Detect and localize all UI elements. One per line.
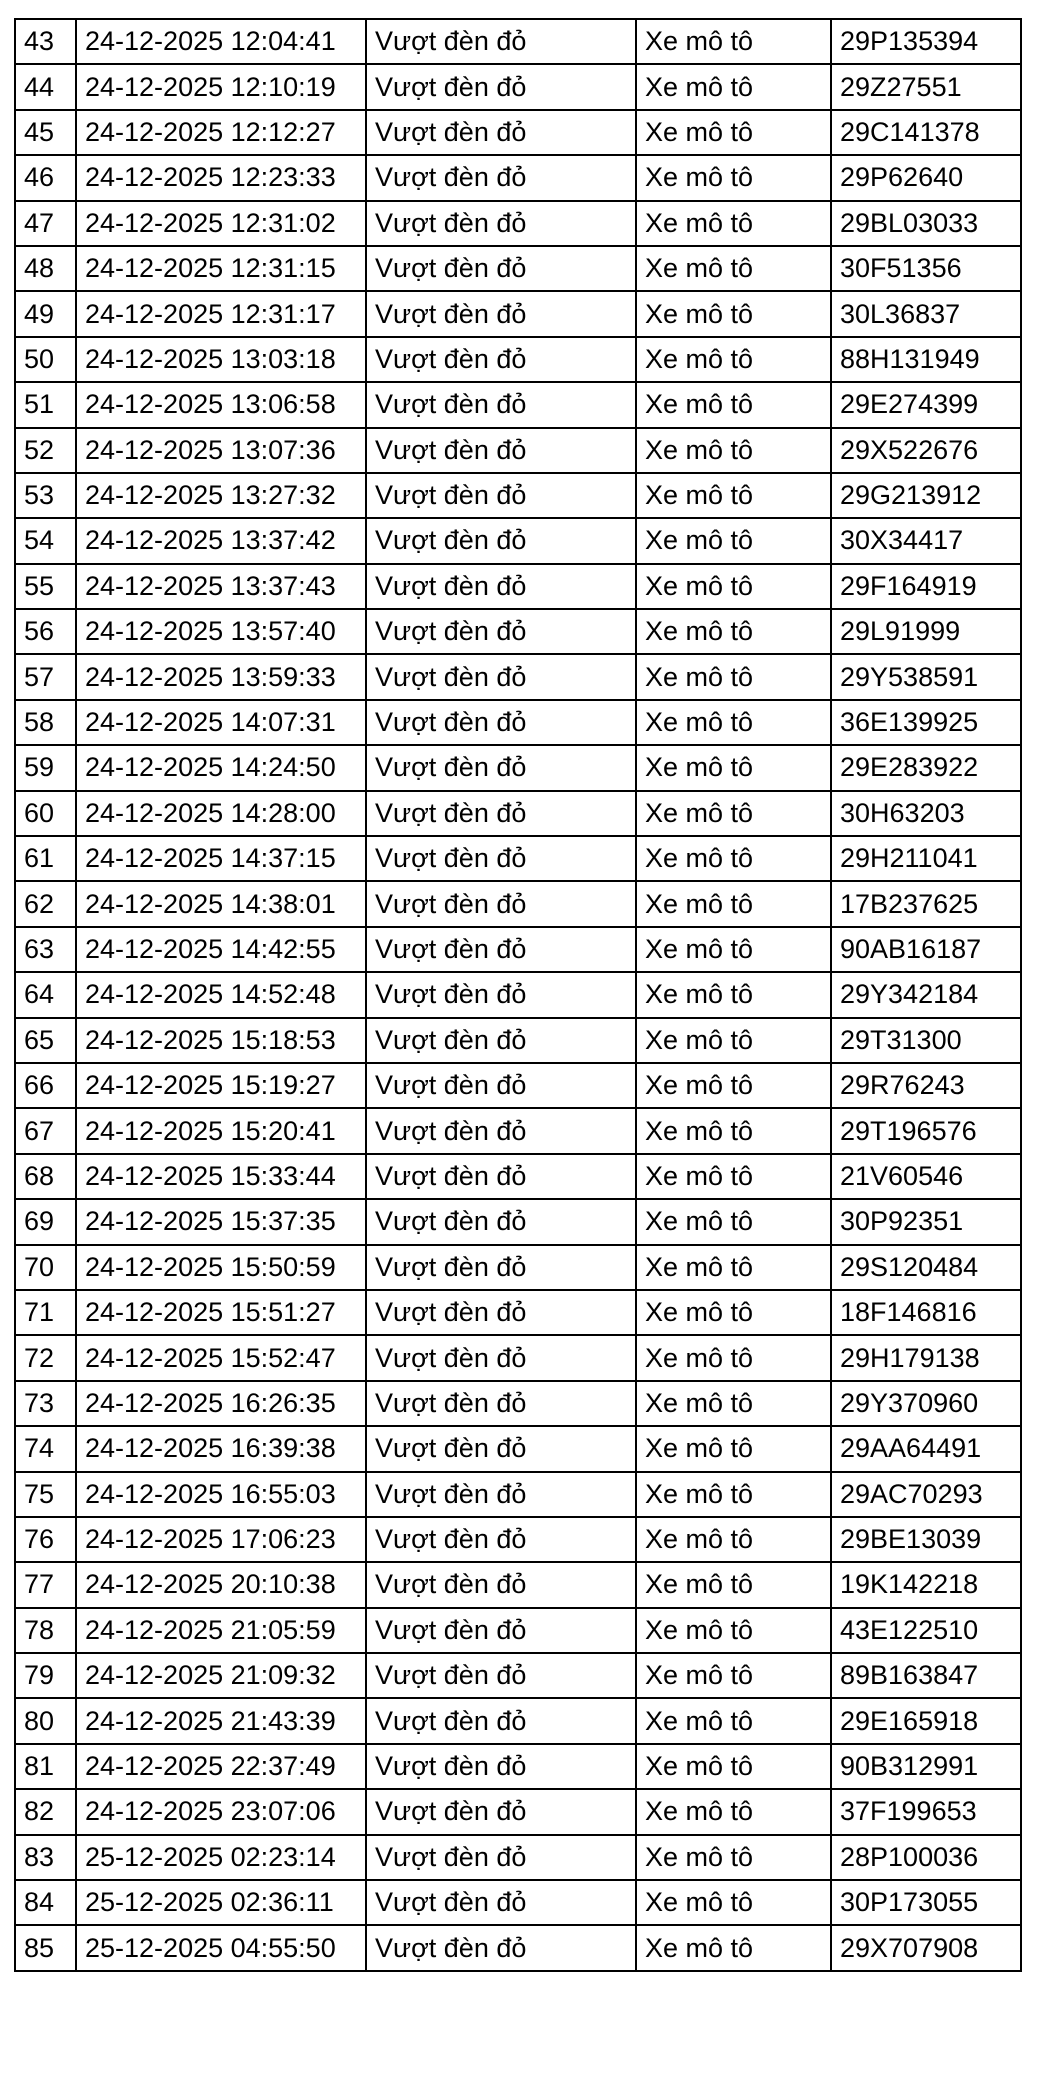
- violations-table: [14, 18, 1022, 1972]
- vehicle-type-cell: Xe mô tô: [636, 1472, 831, 1517]
- vehicle-type-cell: Xe mô tô: [636, 19, 831, 64]
- vehicle-type-cell: Xe mô tô: [636, 428, 831, 473]
- row-number-cell: 75: [15, 1472, 76, 1517]
- timestamp-cell: 24-12-2025 16:55:03: [76, 1472, 366, 1517]
- timestamp-cell: 24-12-2025 15:18:53: [76, 1018, 366, 1063]
- timestamp-cell: 24-12-2025 22:37:49: [76, 1744, 366, 1789]
- table-row: [15, 1562, 1021, 1607]
- table-row: [15, 1653, 1021, 1698]
- timestamp-cell: 24-12-2025 16:39:38: [76, 1426, 366, 1471]
- vehicle-type-cell: Xe mô tô: [636, 1517, 831, 1562]
- license-plate-cell: 90AB16187: [831, 927, 1021, 972]
- table-row: [15, 155, 1021, 200]
- timestamp-cell: 24-12-2025 21:09:32: [76, 1653, 366, 1698]
- table-row: [15, 927, 1021, 972]
- table-row: [15, 382, 1021, 427]
- violation-cell: Vượt đèn đỏ: [366, 1608, 636, 1653]
- timestamp-cell: 24-12-2025 12:04:41: [76, 19, 366, 64]
- license-plate-cell: 30H63203: [831, 791, 1021, 836]
- license-plate-cell: 17B237625: [831, 881, 1021, 926]
- timestamp-cell: 24-12-2025 21:43:39: [76, 1698, 366, 1743]
- violation-cell: Vượt đèn đỏ: [366, 927, 636, 972]
- row-number-cell: 72: [15, 1335, 76, 1380]
- violation-cell: Vượt đèn đỏ: [366, 1063, 636, 1108]
- license-plate-cell: 29X522676: [831, 428, 1021, 473]
- license-plate-cell: 43E122510: [831, 1608, 1021, 1653]
- license-plate-cell: 29F164919: [831, 564, 1021, 609]
- vehicle-type-cell: Xe mô tô: [636, 1698, 831, 1743]
- row-number-cell: 48: [15, 246, 76, 291]
- timestamp-cell: 24-12-2025 13:37:42: [76, 518, 366, 563]
- row-number-cell: 61: [15, 836, 76, 881]
- vehicle-type-cell: Xe mô tô: [636, 64, 831, 109]
- timestamp-cell: 24-12-2025 23:07:06: [76, 1789, 366, 1834]
- table-row: [15, 1744, 1021, 1789]
- table-row: [15, 1835, 1021, 1880]
- table-row: [15, 1925, 1021, 1970]
- license-plate-cell: 29Y538591: [831, 654, 1021, 699]
- table-row: [15, 654, 1021, 699]
- row-number-cell: 51: [15, 382, 76, 427]
- license-plate-cell: 30X34417: [831, 518, 1021, 563]
- timestamp-cell: 24-12-2025 14:07:31: [76, 700, 366, 745]
- vehicle-type-cell: Xe mô tô: [636, 1154, 831, 1199]
- violation-cell: Vượt đèn đỏ: [366, 1154, 636, 1199]
- vehicle-type-cell: Xe mô tô: [636, 1245, 831, 1290]
- violation-cell: Vượt đèn đỏ: [366, 1562, 636, 1607]
- table-row: [15, 1245, 1021, 1290]
- license-plate-cell: 36E139925: [831, 700, 1021, 745]
- vehicle-type-cell: Xe mô tô: [636, 1426, 831, 1471]
- violation-cell: Vượt đèn đỏ: [366, 246, 636, 291]
- vehicle-type-cell: Xe mô tô: [636, 1835, 831, 1880]
- timestamp-cell: 24-12-2025 14:52:48: [76, 972, 366, 1017]
- table-row: [15, 1108, 1021, 1153]
- timestamp-cell: 24-12-2025 14:24:50: [76, 745, 366, 790]
- violation-cell: Vượt đèn đỏ: [366, 473, 636, 518]
- row-number-cell: 73: [15, 1381, 76, 1426]
- table-row: [15, 291, 1021, 336]
- timestamp-cell: 24-12-2025 13:37:43: [76, 564, 366, 609]
- violation-cell: Vượt đèn đỏ: [366, 1245, 636, 1290]
- violation-cell: Vượt đèn đỏ: [366, 155, 636, 200]
- row-number-cell: 47: [15, 201, 76, 246]
- violation-cell: Vượt đèn đỏ: [366, 1381, 636, 1426]
- license-plate-cell: 18F146816: [831, 1290, 1021, 1335]
- license-plate-cell: 29X707908: [831, 1925, 1021, 1970]
- license-plate-cell: 89B163847: [831, 1653, 1021, 1698]
- violation-cell: Vượt đèn đỏ: [366, 1108, 636, 1153]
- row-number-cell: 56: [15, 609, 76, 654]
- violation-cell: Vượt đèn đỏ: [366, 609, 636, 654]
- table-row: [15, 337, 1021, 382]
- row-number-cell: 58: [15, 700, 76, 745]
- license-plate-cell: 29E165918: [831, 1698, 1021, 1743]
- row-number-cell: 71: [15, 1290, 76, 1335]
- table-row: [15, 110, 1021, 155]
- license-plate-cell: 29E283922: [831, 745, 1021, 790]
- timestamp-cell: 24-12-2025 12:31:17: [76, 291, 366, 336]
- vehicle-type-cell: Xe mô tô: [636, 155, 831, 200]
- timestamp-cell: 24-12-2025 13:27:32: [76, 473, 366, 518]
- timestamp-cell: 24-12-2025 15:19:27: [76, 1063, 366, 1108]
- row-number-cell: 67: [15, 1108, 76, 1153]
- license-plate-cell: 29AA64491: [831, 1426, 1021, 1471]
- row-number-cell: 43: [15, 19, 76, 64]
- violation-cell: Vượt đèn đỏ: [366, 1789, 636, 1834]
- timestamp-cell: 24-12-2025 17:06:23: [76, 1517, 366, 1562]
- violation-cell: Vượt đèn đỏ: [366, 700, 636, 745]
- vehicle-type-cell: Xe mô tô: [636, 1108, 831, 1153]
- row-number-cell: 53: [15, 473, 76, 518]
- row-number-cell: 49: [15, 291, 76, 336]
- vehicle-type-cell: Xe mô tô: [636, 654, 831, 699]
- violation-cell: Vượt đèn đỏ: [366, 201, 636, 246]
- row-number-cell: 55: [15, 564, 76, 609]
- violation-cell: Vượt đèn đỏ: [366, 1290, 636, 1335]
- table-row: [15, 246, 1021, 291]
- row-number-cell: 64: [15, 972, 76, 1017]
- license-plate-cell: 28P100036: [831, 1835, 1021, 1880]
- timestamp-cell: 24-12-2025 14:38:01: [76, 881, 366, 926]
- license-plate-cell: 29G213912: [831, 473, 1021, 518]
- vehicle-type-cell: Xe mô tô: [636, 1744, 831, 1789]
- timestamp-cell: 24-12-2025 12:10:19: [76, 64, 366, 109]
- license-plate-cell: 19K142218: [831, 1562, 1021, 1607]
- license-plate-cell: 29E274399: [831, 382, 1021, 427]
- timestamp-cell: 24-12-2025 16:26:35: [76, 1381, 366, 1426]
- license-plate-cell: 29BE13039: [831, 1517, 1021, 1562]
- row-number-cell: 57: [15, 654, 76, 699]
- row-number-cell: 80: [15, 1698, 76, 1743]
- violation-cell: Vượt đèn đỏ: [366, 1199, 636, 1244]
- license-plate-cell: 29Z27551: [831, 64, 1021, 109]
- license-plate-cell: 29H179138: [831, 1335, 1021, 1380]
- row-number-cell: 59: [15, 745, 76, 790]
- timestamp-cell: 24-12-2025 15:50:59: [76, 1245, 366, 1290]
- vehicle-type-cell: Xe mô tô: [636, 700, 831, 745]
- license-plate-cell: 29P135394: [831, 19, 1021, 64]
- vehicle-type-cell: Xe mô tô: [636, 1335, 831, 1380]
- license-plate-cell: 90B312991: [831, 1744, 1021, 1789]
- table-row: [15, 1381, 1021, 1426]
- license-plate-cell: 30P173055: [831, 1880, 1021, 1925]
- vehicle-type-cell: Xe mô tô: [636, 1880, 831, 1925]
- violation-cell: Vượt đèn đỏ: [366, 745, 636, 790]
- table-row: [15, 972, 1021, 1017]
- violation-cell: Vượt đèn đỏ: [366, 836, 636, 881]
- vehicle-type-cell: Xe mô tô: [636, 246, 831, 291]
- violation-cell: Vượt đèn đỏ: [366, 1925, 636, 1970]
- vehicle-type-cell: Xe mô tô: [636, 1199, 831, 1244]
- vehicle-type-cell: Xe mô tô: [636, 337, 831, 382]
- violation-cell: Vượt đèn đỏ: [366, 291, 636, 336]
- violation-cell: Vượt đèn đỏ: [366, 1426, 636, 1471]
- timestamp-cell: 24-12-2025 20:10:38: [76, 1562, 366, 1607]
- violation-cell: Vượt đèn đỏ: [366, 564, 636, 609]
- vehicle-type-cell: Xe mô tô: [636, 881, 831, 926]
- table-row: [15, 1290, 1021, 1335]
- table-row: [15, 1472, 1021, 1517]
- table-row: [15, 64, 1021, 109]
- timestamp-cell: 24-12-2025 15:37:35: [76, 1199, 366, 1244]
- vehicle-type-cell: Xe mô tô: [636, 1608, 831, 1653]
- row-number-cell: 45: [15, 110, 76, 155]
- table-row: [15, 1335, 1021, 1380]
- table-row: [15, 836, 1021, 881]
- timestamp-cell: 24-12-2025 13:03:18: [76, 337, 366, 382]
- table-row: [15, 881, 1021, 926]
- row-number-cell: 84: [15, 1880, 76, 1925]
- row-number-cell: 66: [15, 1063, 76, 1108]
- table-row: [15, 564, 1021, 609]
- license-plate-cell: 29T196576: [831, 1108, 1021, 1153]
- timestamp-cell: 24-12-2025 13:06:58: [76, 382, 366, 427]
- violation-cell: Vượt đèn đỏ: [366, 1835, 636, 1880]
- vehicle-type-cell: Xe mô tô: [636, 972, 831, 1017]
- license-plate-cell: 29Y370960: [831, 1381, 1021, 1426]
- timestamp-cell: 24-12-2025 21:05:59: [76, 1608, 366, 1653]
- table-row: [15, 201, 1021, 246]
- violation-cell: Vượt đèn đỏ: [366, 1335, 636, 1380]
- row-number-cell: 81: [15, 1744, 76, 1789]
- timestamp-cell: 24-12-2025 14:28:00: [76, 791, 366, 836]
- license-plate-cell: 30P92351: [831, 1199, 1021, 1244]
- table-row: [15, 791, 1021, 836]
- violation-cell: Vượt đèn đỏ: [366, 1018, 636, 1063]
- timestamp-cell: 25-12-2025 02:23:14: [76, 1835, 366, 1880]
- license-plate-cell: 29L91999: [831, 609, 1021, 654]
- license-plate-cell: 21V60546: [831, 1154, 1021, 1199]
- vehicle-type-cell: Xe mô tô: [636, 382, 831, 427]
- license-plate-cell: 29S120484: [831, 1245, 1021, 1290]
- vehicle-type-cell: Xe mô tô: [636, 473, 831, 518]
- vehicle-type-cell: Xe mô tô: [636, 110, 831, 155]
- vehicle-type-cell: Xe mô tô: [636, 201, 831, 246]
- vehicle-type-cell: Xe mô tô: [636, 564, 831, 609]
- table-row: [15, 609, 1021, 654]
- violations-table-body: [15, 19, 1021, 1971]
- row-number-cell: 50: [15, 337, 76, 382]
- vehicle-type-cell: Xe mô tô: [636, 791, 831, 836]
- timestamp-cell: 24-12-2025 12:31:15: [76, 246, 366, 291]
- table-row: [15, 1517, 1021, 1562]
- violation-cell: Vượt đèn đỏ: [366, 337, 636, 382]
- violation-cell: Vượt đèn đỏ: [366, 19, 636, 64]
- vehicle-type-cell: Xe mô tô: [636, 518, 831, 563]
- row-number-cell: 46: [15, 155, 76, 200]
- timestamp-cell: 24-12-2025 13:59:33: [76, 654, 366, 699]
- row-number-cell: 85: [15, 1925, 76, 1970]
- row-number-cell: 74: [15, 1426, 76, 1471]
- table-row: [15, 19, 1021, 64]
- vehicle-type-cell: Xe mô tô: [636, 291, 831, 336]
- timestamp-cell: 24-12-2025 14:42:55: [76, 927, 366, 972]
- violation-cell: Vượt đèn đỏ: [366, 110, 636, 155]
- row-number-cell: 54: [15, 518, 76, 563]
- row-number-cell: 62: [15, 881, 76, 926]
- violation-cell: Vượt đèn đỏ: [366, 1653, 636, 1698]
- timestamp-cell: 24-12-2025 12:23:33: [76, 155, 366, 200]
- table-row: [15, 1199, 1021, 1244]
- row-number-cell: 78: [15, 1608, 76, 1653]
- table-row: [15, 1154, 1021, 1199]
- violation-cell: Vượt đèn đỏ: [366, 654, 636, 699]
- license-plate-cell: 29T31300: [831, 1018, 1021, 1063]
- table-row: [15, 1698, 1021, 1743]
- row-number-cell: 69: [15, 1199, 76, 1244]
- table-row: [15, 700, 1021, 745]
- row-number-cell: 79: [15, 1653, 76, 1698]
- vehicle-type-cell: Xe mô tô: [636, 1018, 831, 1063]
- row-number-cell: 70: [15, 1245, 76, 1290]
- row-number-cell: 82: [15, 1789, 76, 1834]
- table-row: [15, 1789, 1021, 1834]
- timestamp-cell: 24-12-2025 14:37:15: [76, 836, 366, 881]
- license-plate-cell: 29H211041: [831, 836, 1021, 881]
- vehicle-type-cell: Xe mô tô: [636, 836, 831, 881]
- violation-cell: Vượt đèn đỏ: [366, 1698, 636, 1743]
- row-number-cell: 44: [15, 64, 76, 109]
- license-plate-cell: 29Y342184: [831, 972, 1021, 1017]
- row-number-cell: 77: [15, 1562, 76, 1607]
- license-plate-cell: 29R76243: [831, 1063, 1021, 1108]
- violation-cell: Vượt đèn đỏ: [366, 1744, 636, 1789]
- table-row: [15, 1018, 1021, 1063]
- license-plate-cell: 30F51356: [831, 246, 1021, 291]
- vehicle-type-cell: Xe mô tô: [636, 1381, 831, 1426]
- violation-cell: Vượt đèn đỏ: [366, 881, 636, 926]
- vehicle-type-cell: Xe mô tô: [636, 1063, 831, 1108]
- vehicle-type-cell: Xe mô tô: [636, 1562, 831, 1607]
- table-row: [15, 1880, 1021, 1925]
- table-row: [15, 1426, 1021, 1471]
- timestamp-cell: 24-12-2025 12:12:27: [76, 110, 366, 155]
- timestamp-cell: 24-12-2025 12:31:02: [76, 201, 366, 246]
- timestamp-cell: 24-12-2025 13:07:36: [76, 428, 366, 473]
- timestamp-cell: 24-12-2025 13:57:40: [76, 609, 366, 654]
- license-plate-cell: 29BL03033: [831, 201, 1021, 246]
- timestamp-cell: 24-12-2025 15:33:44: [76, 1154, 366, 1199]
- vehicle-type-cell: Xe mô tô: [636, 745, 831, 790]
- violation-cell: Vượt đèn đỏ: [366, 1880, 636, 1925]
- table-row: [15, 745, 1021, 790]
- violation-cell: Vượt đèn đỏ: [366, 1517, 636, 1562]
- license-plate-cell: 88H131949: [831, 337, 1021, 382]
- timestamp-cell: 25-12-2025 02:36:11: [76, 1880, 366, 1925]
- table-row: [15, 473, 1021, 518]
- timestamp-cell: 24-12-2025 15:51:27: [76, 1290, 366, 1335]
- vehicle-type-cell: Xe mô tô: [636, 1653, 831, 1698]
- vehicle-type-cell: Xe mô tô: [636, 1925, 831, 1970]
- violation-cell: Vượt đèn đỏ: [366, 382, 636, 427]
- vehicle-type-cell: Xe mô tô: [636, 1789, 831, 1834]
- license-plate-cell: 29C141378: [831, 110, 1021, 155]
- license-plate-cell: 30L36837: [831, 291, 1021, 336]
- row-number-cell: 76: [15, 1517, 76, 1562]
- license-plate-cell: 37F199653: [831, 1789, 1021, 1834]
- row-number-cell: 83: [15, 1835, 76, 1880]
- row-number-cell: 60: [15, 791, 76, 836]
- timestamp-cell: 24-12-2025 15:20:41: [76, 1108, 366, 1153]
- table-row: [15, 1063, 1021, 1108]
- license-plate-cell: 29P62640: [831, 155, 1021, 200]
- row-number-cell: 68: [15, 1154, 76, 1199]
- vehicle-type-cell: Xe mô tô: [636, 1290, 831, 1335]
- table-row: [15, 518, 1021, 563]
- violation-cell: Vượt đèn đỏ: [366, 791, 636, 836]
- vehicle-type-cell: Xe mô tô: [636, 609, 831, 654]
- license-plate-cell: 29AC70293: [831, 1472, 1021, 1517]
- vehicle-type-cell: Xe mô tô: [636, 927, 831, 972]
- violation-cell: Vượt đèn đỏ: [366, 972, 636, 1017]
- violation-cell: Vượt đèn đỏ: [366, 428, 636, 473]
- row-number-cell: 63: [15, 927, 76, 972]
- row-number-cell: 65: [15, 1018, 76, 1063]
- table-row: [15, 1608, 1021, 1653]
- violation-cell: Vượt đèn đỏ: [366, 1472, 636, 1517]
- timestamp-cell: 25-12-2025 04:55:50: [76, 1925, 366, 1970]
- table-row: [15, 428, 1021, 473]
- violation-cell: Vượt đèn đỏ: [366, 64, 636, 109]
- timestamp-cell: 24-12-2025 15:52:47: [76, 1335, 366, 1380]
- row-number-cell: 52: [15, 428, 76, 473]
- violation-cell: Vượt đèn đỏ: [366, 518, 636, 563]
